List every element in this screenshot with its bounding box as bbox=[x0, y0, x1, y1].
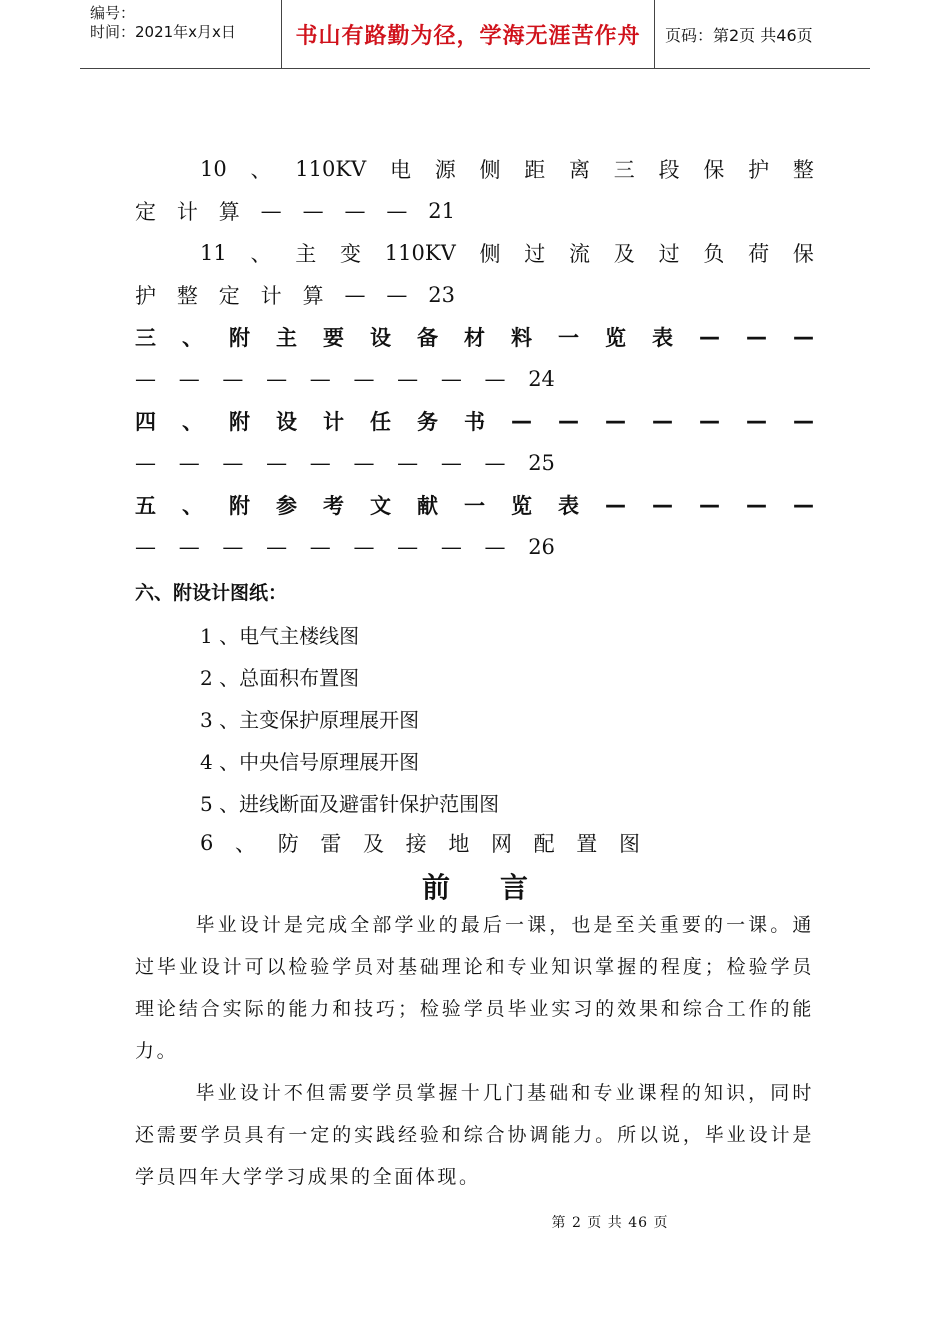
toc-glyph: — bbox=[266, 535, 288, 559]
drawing-item-6 bbox=[200, 828, 640, 858]
page-footer: 第 2 页 共 46 页 bbox=[551, 1215, 669, 1231]
toc-glyph: — bbox=[397, 535, 419, 559]
toc-glyph: 网 bbox=[490, 832, 512, 856]
toc-glyph: — bbox=[135, 451, 156, 475]
preface-title: 前言 bbox=[421, 871, 578, 904]
toc-glyph: 、 bbox=[250, 242, 272, 266]
toc-glyph: — bbox=[353, 535, 375, 559]
toc-glyph: — bbox=[652, 493, 673, 517]
toc-glyph: 五 bbox=[135, 494, 156, 518]
toc-glyph: 图 bbox=[618, 832, 640, 856]
toc-glyph: — bbox=[309, 535, 331, 559]
header-page-label: 页码：第2页 共46页 bbox=[665, 25, 813, 45]
toc-glyph: 三 bbox=[135, 326, 156, 350]
toc-glyph: 离 bbox=[569, 158, 591, 182]
toc-glyph: 材 bbox=[464, 326, 485, 350]
toc-glyph: 接 bbox=[405, 832, 427, 856]
toc-glyph: — bbox=[605, 493, 626, 517]
toc-glyph: 考 bbox=[323, 494, 344, 518]
toc-glyph: — bbox=[178, 451, 200, 475]
preface-paragraph-1 bbox=[135, 904, 814, 1072]
drawing-item-4: 4 、中央信号原理展开图 bbox=[200, 750, 420, 774]
toc-glyph: 保 bbox=[792, 242, 814, 266]
toc-glyph: 21 bbox=[428, 199, 455, 223]
toc-glyph: 距 bbox=[524, 158, 546, 182]
toc-glyph: 附 bbox=[229, 494, 250, 518]
toc-glyph: 计 bbox=[176, 200, 198, 224]
toc-section-4-line2 bbox=[135, 448, 555, 478]
toc-item-11-line2 bbox=[135, 280, 455, 310]
toc-glyph: — bbox=[344, 283, 366, 307]
toc-glyph: — bbox=[793, 493, 814, 517]
toc-glyph: — bbox=[266, 451, 288, 475]
toc-glyph: 主 bbox=[276, 326, 297, 350]
toc-glyph: — bbox=[353, 451, 375, 475]
page-header bbox=[80, 0, 870, 69]
toc-glyph: 定 bbox=[135, 200, 156, 224]
toc-glyph: 配 bbox=[533, 832, 555, 856]
toc-glyph: — bbox=[793, 409, 814, 433]
toc-glyph: 计 bbox=[260, 284, 282, 308]
toc-section-3-line1 bbox=[135, 322, 814, 352]
toc-glyph: — bbox=[605, 409, 626, 433]
toc-glyph: — bbox=[652, 409, 673, 433]
toc-section-3-line2 bbox=[135, 364, 555, 394]
toc-glyph: 110KV bbox=[384, 241, 456, 265]
toc-glyph: 保 bbox=[703, 158, 725, 182]
toc-glyph: — bbox=[746, 325, 767, 349]
toc-glyph: — bbox=[309, 451, 331, 475]
toc-glyph: — bbox=[699, 409, 720, 433]
toc-item-10-line2 bbox=[135, 196, 455, 226]
toc-glyph: — bbox=[135, 535, 156, 559]
toc-glyph: — bbox=[511, 409, 532, 433]
toc-glyph: 参 bbox=[276, 494, 297, 518]
toc-glyph: — bbox=[309, 367, 331, 391]
toc-glyph: — bbox=[353, 367, 375, 391]
toc-section-6-title: 六、附设计图纸： bbox=[135, 582, 288, 604]
toc-glyph: 整 bbox=[792, 158, 814, 182]
toc-glyph: 及 bbox=[363, 832, 384, 856]
toc-glyph: — bbox=[793, 325, 814, 349]
toc-glyph: 四 bbox=[135, 410, 156, 434]
drawing-item-5: 5 、进线断面及避雷针保护范围图 bbox=[200, 792, 500, 816]
toc-glyph: 文 bbox=[370, 494, 391, 518]
toc-glyph: — bbox=[302, 199, 324, 223]
toc-glyph: 过 bbox=[658, 242, 680, 266]
toc-glyph: 设 bbox=[276, 410, 297, 434]
preface-paragraph-2 bbox=[135, 1072, 814, 1198]
toc-glyph: 主 bbox=[295, 242, 317, 266]
toc-glyph: — bbox=[699, 493, 720, 517]
toc-glyph: 防 bbox=[277, 832, 299, 856]
toc-glyph: — bbox=[397, 367, 419, 391]
toc-glyph: 算 bbox=[302, 284, 324, 308]
toc-glyph: 11 bbox=[200, 241, 227, 265]
toc-glyph: 、 bbox=[182, 494, 203, 518]
drawing-item-2: 2 、总面积布置图 bbox=[200, 666, 360, 690]
toc-glyph: — bbox=[484, 451, 506, 475]
toc-glyph: 护 bbox=[135, 284, 156, 308]
toc-glyph: 附 bbox=[229, 410, 250, 434]
toc-glyph: 25 bbox=[528, 451, 555, 475]
toc-glyph: 侧 bbox=[479, 242, 501, 266]
toc-glyph: 要 bbox=[323, 326, 344, 350]
toc-glyph: — bbox=[386, 199, 408, 223]
header-meta bbox=[80, 0, 281, 68]
toc-glyph: 10 bbox=[200, 157, 227, 181]
toc-glyph: 6 bbox=[200, 831, 214, 855]
preface-paragraph-1-text: 毕业设计是完成全部学业的最后一课，也是至关重要的一课。通过毕业设计可以检验学员对基础理论和专业知识掌握的程度；检验学员理论结合实际的能力和技巧；检验学员毕业实习的效果和综合工作的能力。 bbox=[135, 914, 814, 1062]
toc-glyph: 附 bbox=[229, 326, 250, 350]
toc-glyph: — bbox=[386, 283, 408, 307]
drawing-item-1: 1 、电气主楼线图 bbox=[200, 624, 360, 648]
toc-glyph: 、 bbox=[182, 410, 203, 434]
toc-glyph: 三 bbox=[613, 158, 635, 182]
toc-glyph: 雷 bbox=[320, 832, 342, 856]
preface-paragraph-2-text: 毕业设计不但需要学员掌握十几门基础和专业课程的知识，同时还需要学员具有一定的实践经验和综合协调能力。所以说，毕业设计是学员四年大学学习成果的全面体现。 bbox=[135, 1082, 814, 1188]
toc-glyph: 、 bbox=[182, 326, 203, 350]
toc-glyph: — bbox=[484, 367, 506, 391]
toc-glyph: 地 bbox=[448, 832, 470, 856]
toc-section-4-line1 bbox=[135, 406, 814, 436]
toc-glyph: 、 bbox=[235, 832, 257, 856]
toc-glyph: — bbox=[178, 367, 200, 391]
toc-glyph: — bbox=[344, 199, 366, 223]
toc-glyph: 任 bbox=[370, 410, 391, 434]
toc-glyph: 荷 bbox=[748, 242, 770, 266]
toc-glyph: 24 bbox=[528, 367, 555, 391]
toc-glyph: 算 bbox=[218, 200, 240, 224]
toc-glyph: 一 bbox=[464, 494, 485, 518]
toc-glyph: 备 bbox=[417, 326, 438, 350]
toc-glyph: — bbox=[440, 367, 462, 391]
toc-section-5-line1 bbox=[135, 490, 814, 520]
toc-section-5-line2 bbox=[135, 532, 555, 562]
toc-glyph: — bbox=[178, 535, 200, 559]
toc-glyph: 段 bbox=[658, 158, 680, 182]
toc-glyph: — bbox=[222, 535, 244, 559]
toc-glyph: 表 bbox=[558, 494, 579, 518]
toc-glyph: — bbox=[266, 367, 288, 391]
toc-glyph: 26 bbox=[528, 535, 555, 559]
toc-glyph: — bbox=[222, 451, 244, 475]
toc-glyph: 一 bbox=[558, 326, 579, 350]
toc-glyph: — bbox=[558, 409, 579, 433]
toc-item-10-line1 bbox=[200, 154, 814, 184]
toc-glyph: — bbox=[440, 451, 462, 475]
toc-glyph: — bbox=[440, 535, 462, 559]
toc-glyph: 表 bbox=[652, 326, 673, 350]
toc-glyph: 侧 bbox=[479, 158, 501, 182]
toc-glyph: 整 bbox=[176, 284, 198, 308]
toc-glyph: 览 bbox=[511, 494, 532, 518]
toc-glyph: 源 bbox=[434, 158, 456, 182]
toc-glyph: — bbox=[484, 535, 506, 559]
toc-glyph: — bbox=[135, 367, 156, 391]
toc-glyph: 、 bbox=[250, 158, 272, 182]
toc-glyph: 计 bbox=[323, 410, 344, 434]
toc-glyph: 流 bbox=[569, 242, 591, 266]
toc-glyph: — bbox=[746, 409, 767, 433]
toc-glyph: 23 bbox=[428, 283, 455, 307]
toc-glyph: — bbox=[397, 451, 419, 475]
toc-glyph: 料 bbox=[511, 326, 532, 350]
header-motto: 书山有路勤为径，学海无涯苦作舟 bbox=[281, 0, 655, 68]
toc-item-11-line1 bbox=[200, 238, 814, 268]
toc-glyph: 负 bbox=[703, 242, 725, 266]
toc-glyph: 览 bbox=[605, 326, 626, 350]
toc-glyph: 110KV bbox=[295, 157, 367, 181]
toc-glyph: 置 bbox=[576, 832, 598, 856]
drawing-item-3: 3 、主变保护原理展开图 bbox=[200, 708, 420, 732]
toc-glyph: 电 bbox=[389, 158, 411, 182]
toc-glyph: 献 bbox=[417, 494, 438, 518]
toc-glyph: 书 bbox=[464, 410, 485, 434]
toc-glyph: — bbox=[699, 325, 720, 349]
toc-glyph: — bbox=[746, 493, 767, 517]
toc-glyph: 定 bbox=[218, 284, 240, 308]
toc-glyph: 变 bbox=[340, 242, 362, 266]
toc-glyph: — bbox=[222, 367, 244, 391]
doc-time-label: 时间：2021年x月x日 bbox=[90, 23, 236, 41]
doc-number-label: 编号： bbox=[90, 4, 136, 22]
toc-glyph: 设 bbox=[370, 326, 391, 350]
toc-glyph: 护 bbox=[748, 158, 770, 182]
toc-glyph: 过 bbox=[524, 242, 546, 266]
toc-glyph: 务 bbox=[417, 410, 438, 434]
toc-glyph: — bbox=[260, 199, 282, 223]
toc-glyph: 及 bbox=[613, 242, 635, 266]
